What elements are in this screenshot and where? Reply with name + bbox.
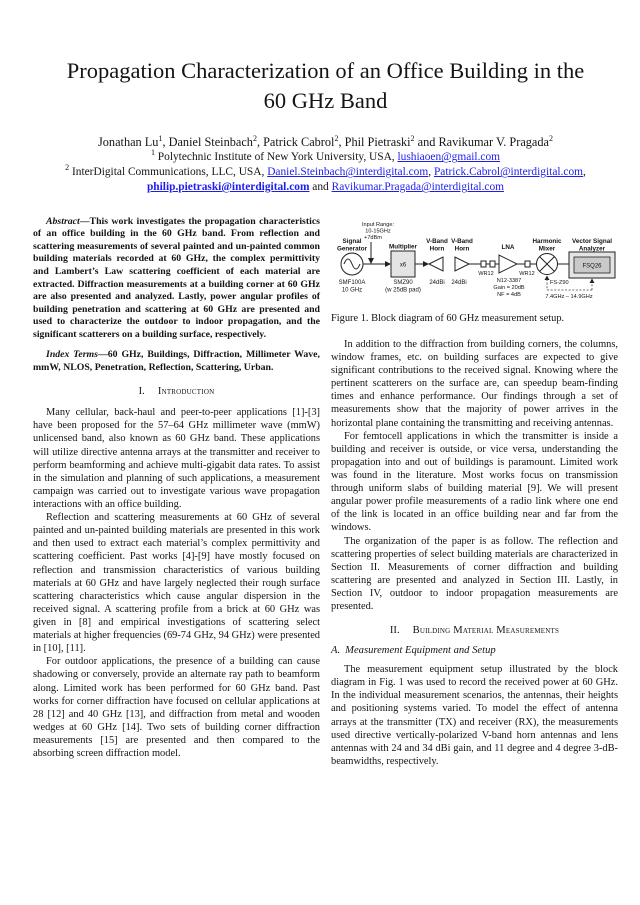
rx-horn-triangle [455,257,469,271]
input-range-freq: 10-15GHz [365,228,391,235]
lna-label: LNA [501,243,515,251]
multiplier-symbol [385,243,421,293]
vector-signal-analyzer-symbol [569,238,615,278]
waveguide-label-a: WR12 [478,270,494,277]
lna-nf: NF = 4dB [497,291,521,298]
email-link[interactable]: philip.pietraski@interdigital.com [146,181,310,194]
wire-arrowhead [385,261,391,267]
input-range-label: Input Range: [361,221,395,228]
mixer-label-2: Mixer [538,245,556,253]
subsection-title: Measurement Equipment and Setup [345,645,496,657]
affiliation-line-2 [33,165,618,180]
email-link[interactable]: Ravikumar.Pragada@interdigital.com [331,181,505,194]
waveguide-section [490,261,495,267]
subsection-heading-equipment [331,645,618,656]
index-terms-text: 60 GHz, Buildings, Diffraction, Millimeter Wave, mmW, NLOS, Penetration, Reflection, Scattering, Urban. [33,349,320,373]
separator: , [428,166,434,179]
intro-paragraph-1: Many cellular, back-haul and peer-to-peer applications [1]-[3] have been proposed for the 57–64 GHz millimeter wave (mmW) unlicensed band, also known as 60 GHz band. These applications will utilize directive antenna arrays at the transmitter and receiver to perform beamforming and achieve multi-gigabit data rates. To assist in the simulation and planning of such applications, a measurement campaign was carried out to investigate various wave propagation interactions with an office building. [33,407,320,510]
email-link[interactable]: lushiaoen@gmail.com [397,151,501,164]
author-name: Jonathan Lu [97,135,159,150]
author-sup: 2 [549,134,553,144]
rx-horn-antenna-symbol [451,238,473,286]
author-name: , Patrick Cabrol [256,135,335,150]
measurement-setup-diagram [331,218,619,306]
right-paragraph-2: For femtocell applications in which the transmitter is inside a building and receiver is outside, or vice versa, understanding the propagation into and out of buildings is paramount. Limited work was found in the literature. Most works focus on transmission through uniform slabs of building material [9]. We will present angular power profile measurements of a radio link where one end of the link is located in an office building near and far from the windows. [331,430,618,534]
author-name: , Daniel Steinbach [162,135,253,150]
waveguide-section [481,261,486,267]
tx-horn-triangle [429,257,443,271]
figure-1-caption: Figure 1. Block diagram of 60 GHz measurement setup. [331,312,565,324]
conjunction: and [309,181,332,194]
section-heading-introduction [33,386,320,397]
author-name: and Ravikumar V. Pragada [414,135,549,150]
if-range-annotation [545,275,595,300]
signal-generator-model: SMF100A [338,279,366,286]
email-link[interactable]: Daniel.Steinbach@interdigital.com [267,166,429,179]
email-link[interactable]: Patrick.Cabrol@interdigital.com [433,166,583,179]
waveguide-label-b: WR12 [519,270,535,277]
rx-horn-label-2: Horn [454,245,470,253]
author-line [33,135,618,150]
affiliation-sup: 1 [150,148,155,158]
two-column-body [33,216,618,768]
multiplier-factor: x6 [399,262,407,269]
author-sup: 2 [252,134,257,144]
index-terms-paragraph [33,349,320,374]
affiliation-line-3 [33,180,618,195]
abstract-lead: Abstract [46,215,80,227]
vsa-label-2: Analyzer [578,245,606,253]
author-sup: 2 [410,134,415,144]
affiliation-sup: 2 [65,163,70,173]
signal-generator-label-2: Generator [336,245,368,253]
intro-paragraph-3: For outdoor applications, the presence of a building can cause shadowing or conversely, provide an alternate ray path to beamform along. Limited work has been performed for 60 GHz band. Past works for corner diffraction have focused on cellular applications at 28 [12] and 40 GHz [13], and diffraction from metal and wooden wedges at 60 GHz [14]. Two sets of building corner diffraction measurements [15] are presented and then compared to the absorbing screen diffraction model. [33,656,320,760]
right-column [331,216,618,768]
lna-gain: Gain = 20dB [493,284,525,291]
rx-horn-label-1: V-Band [451,237,473,245]
left-column [33,216,320,768]
signal-generator-freq: 10 GHz [341,287,363,294]
section-number: II. [389,625,400,637]
signal-generator-symbol [337,238,368,294]
lna-triangle [499,255,517,273]
input-range-power: +7dBm [364,234,382,241]
section-number: I. [138,386,145,398]
abstract-paragraph [33,216,320,341]
subsection-letter: A. [331,645,341,657]
waveguide-section [525,261,530,267]
input-arrow-head [368,258,374,264]
affiliation-text: Polytechnic Institute of New York University, USA, [154,151,398,164]
mixer-probe-model: FS-Z90 [550,279,569,286]
abstract-text: This work investigates the propagation characteristics of an office building in the 60 GHz band. From reflection and scattering measurements of several painted and un-painted common building materials recorded at 60 GHz, the complex permittivity and Lambert’s Law scattering coefficient of each material are extracted. Diffraction measurements at a building corner at 60 GHz are also presented and analyzed. Lastly, power angular profiles of building penetration and scattering at 60 GHz are presented and used to characterize the outdoor to indoor propagation, and the significant scatterers on a building surface, respectively. [33,215,320,340]
tx-horn-label-2: Horn [429,245,445,253]
equipment-paragraph: The measurement equipment setup illustrated by the block diagram in Fig. 1 was used to record the received power at 60 GHz. In the individual measurement scenarios, the antennas, their heights and positioning systems varied. To model the effect of antenna arrays at the transmitter (TX) and receiver (RX), the measurements used directive vertically-polarized V-band horn antennas and lens antennas with 24 and 34 dBi gain, and 11 degree and 4 degree 3-dB-beamwidths, respectively. [331,664,618,767]
paper-title: Propagation Characterization of an Office Building in the 60 GHz Band [66,58,585,113]
separator: , [583,166,586,179]
figure-1-block-diagram [331,218,618,306]
intro-paragraph-2: Reflection and scattering measurements at 60 GHz of several painted and un-painted building materials are presented in this work and then used to extract each material’s complex permittivity and scattering coefficient. Past works [4]-[9] have mostly focused on reflection and transmission characteristics of various building materials at 60 GHz and have largely neglected their rough surface scattering characteristics which cause angular dispersion in the received signal. A scattering profile from a brick at 60 GHz was given in [8] and empirical investigations of scattering select materials at higher frequencies (69-74 GHz, 94 GHz) were presented in [10], [11]. [33,512,320,655]
index-terms-dash: — [97,349,108,361]
harmonic-mixer-symbol [532,238,562,275]
dashed-arrowhead-vsa [590,278,595,283]
affiliation-text: InterDigital Communications, LLC, USA, [69,166,268,179]
mixer-label-1: Harmonic [532,237,562,245]
right-paragraph-3: The organization of the paper is as follow. The reflection and scattering properties of select building materials are characterized in Section II. Measurements of corner diffraction and building scattering are presented and analyzed in Section III. Lastly, in Section IV, outdoor to indoor propagation measurements are presented. [331,535,618,613]
section-heading-building-materials [331,625,618,636]
lna-model: N12-3387 [496,277,522,284]
affiliation-line-1 [33,150,618,165]
vsa-model: FSQ26 [582,263,602,270]
tx-horn-gain: 24dBi [429,279,445,286]
tx-horn-antenna-symbol [426,238,448,286]
multiplier-pad: (w 25dB pad) [385,287,421,294]
signal-generator-label-1: Signal [342,237,362,245]
rx-horn-gain: 24dBi [451,279,467,286]
if-range-label: 7.4GHz – 14.9GHz [545,293,593,300]
author-sup: 2 [334,134,339,144]
vsa-label-1: Vector Signal [572,237,612,245]
section-title: Introduction [157,386,215,398]
tx-horn-label-1: V-Band [426,237,448,245]
author-name: , Phil Pietraski [338,135,411,150]
abstract-dash: — [79,215,90,227]
multiplier-model: SMZ90 [393,279,413,286]
index-terms-lead: Index Terms [46,349,98,361]
multiplier-label: Multiplier [389,243,417,251]
author-sup: 1 [158,134,163,144]
section-title: Building Material Measurements [412,625,560,637]
right-paragraph-1: In addition to the diffraction from building corners, the columns, window frames, etc. on building surfaces are expected to give significant contributions to the received signal. Knowing where the pertinent scatterers on the surface are, can speedup beam-finding times and enhance performance. Our findings through a set of measurements show that the majority of power arrives in the horizontal plane containing the transmitting and receiving antennas. [331,338,618,429]
